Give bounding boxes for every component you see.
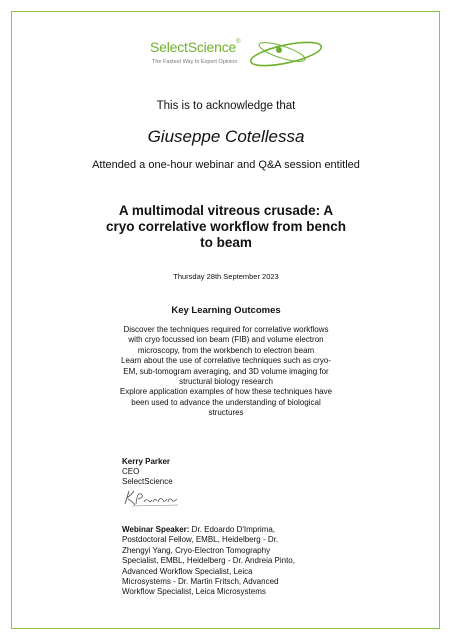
logo-tagline: The Fastest Way to Expert Opinion (152, 59, 238, 65)
logo-registered-mark: ® (236, 39, 241, 45)
webinar-title: A multimodal vitreous crusade: A cryo correlative workflow from bench to beam (105, 203, 347, 250)
key-learning-list (118, 325, 334, 419)
speaker-label: Webinar Speaker: (122, 525, 190, 534)
speaker-list: Dr. Edoardo D'Imprima, Postdoctoral Fellow, EMBL, Heidelberg - Dr. Zhengyi Yang, Cryo-Electron Tomography Specialist, EMBL, Heidelberg - Dr. Andreia Pinto, Advanced Workflow Specialist, Leica Microsystems - Dr. Martin Fritsch, Advanced Workflow Specialist, Leica Microsystems (122, 525, 295, 597)
attended-text: Attended a one-hour webinar and Q&A session entitled (92, 159, 360, 171)
orbit-logo-icon (246, 37, 326, 71)
learning-outcome-2: Learn about the use of correlative techniques such as cryo-EM, sub-tomogram averaging, and 3D volume imaging for structural biology research (121, 356, 331, 387)
recipient-name: Giuseppe Cotellessa (147, 127, 305, 146)
handwritten-signature (122, 488, 184, 508)
learning-outcome-1: Discover the techniques required for correlative workflows with cryo focussed ion beam (FIB) and volume electron microscopy, from the workbench to electron beam (123, 325, 329, 355)
signatory-name: Kerry Parker (122, 457, 171, 466)
acknowledge-text: This is to acknowledge that (156, 100, 296, 112)
webinar-date: Thursday 28th September 2023 (173, 272, 279, 281)
selectscience-logo (150, 37, 330, 77)
signatory-organization: SelectScience (122, 477, 173, 486)
webinar-speakers (122, 525, 302, 598)
logo-brand: SelectScience (150, 39, 237, 55)
key-learning-heading: Key Learning Outcomes (171, 305, 281, 316)
learning-outcome-3: Explore application examples of how these techniques have been used to advance the understanding of biological structures (119, 387, 333, 418)
signatory-role: CEO (122, 467, 140, 476)
